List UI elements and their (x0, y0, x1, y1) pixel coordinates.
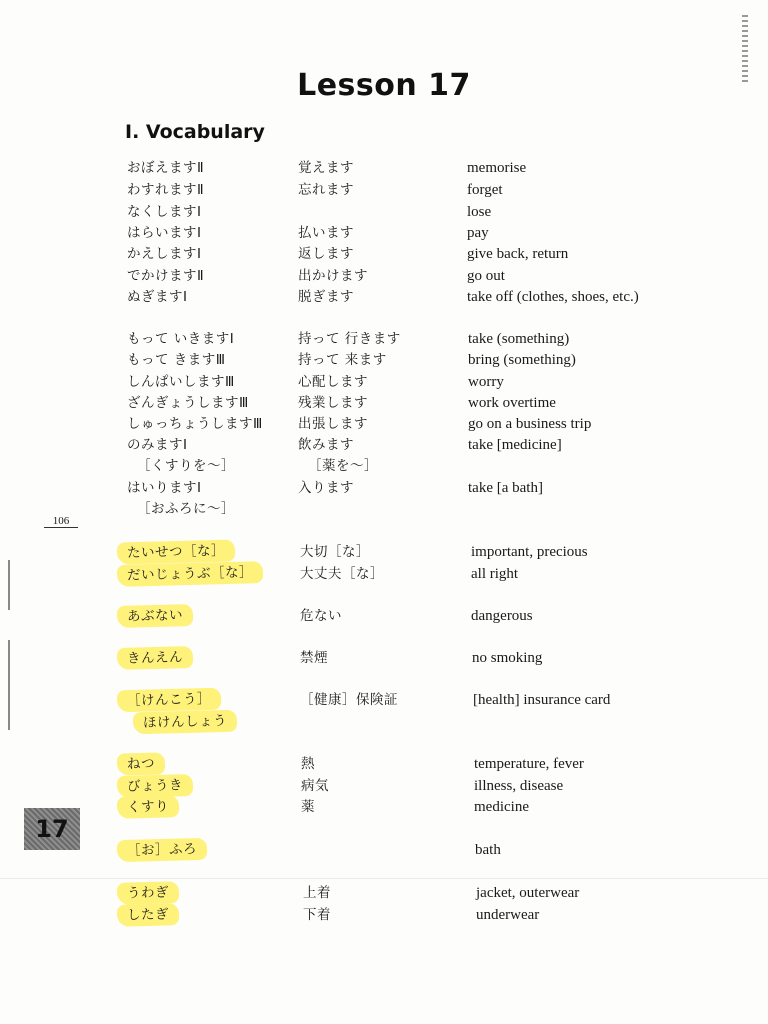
vocab-kanji: ［薬を～］ (308, 458, 378, 474)
vocab-row (0, 711, 768, 733)
vocab-row (0, 796, 768, 818)
vocab-kanji: 危ない (300, 608, 342, 624)
vocab-kanji: 忘れます (298, 182, 354, 198)
page-fold-line (0, 878, 768, 879)
vocab-row (0, 904, 768, 926)
vocab-row (0, 647, 768, 669)
vocab-kana-wrap (127, 605, 193, 627)
vocab-kana-wrap (127, 647, 193, 669)
vocab-kanji: 上着 (303, 885, 331, 901)
vocab-kana: ［くすりを～］ (137, 458, 235, 474)
vocab-kana: あぶない (117, 604, 194, 628)
vocab-english: go out (467, 268, 505, 284)
vocab-english: bring (something) (468, 352, 576, 368)
vocab-kana: でかけますⅡ (127, 268, 205, 284)
vocab-english: illness, disease (474, 778, 564, 794)
vocab-kana: もって きますⅢ (127, 352, 226, 368)
vocab-kanji: 払います (298, 225, 354, 241)
vocab-kanji: 病気 (301, 778, 329, 794)
vocab-row (0, 157, 768, 179)
vocab-row (0, 243, 768, 265)
vocab-row (0, 775, 768, 797)
vocab-kana: びょうき (117, 774, 194, 798)
vocab-english: go on a business trip (468, 416, 592, 432)
vocab-english: all right (471, 566, 519, 582)
vocab-english: [health] insurance card (473, 692, 611, 708)
vocab-english: take [medicine] (468, 437, 562, 453)
vocab-english: give back, return (467, 246, 569, 262)
vocab-row (0, 563, 768, 585)
vocab-kana-wrap (143, 711, 237, 733)
vocab-row (0, 753, 768, 775)
vocab-kanji: 出かけます (298, 268, 368, 284)
vocab-kana-wrap (127, 775, 193, 797)
vocab-kana-wrap (127, 904, 179, 926)
chapter-tab: 17 (24, 808, 80, 850)
vocab-row (0, 434, 768, 456)
vocab-kanji: 出張します (298, 416, 368, 432)
vocab-kana: のみますⅠ (127, 437, 188, 453)
vocab-english: jacket, outerwear (476, 885, 580, 901)
vocab-kana: なくしますⅠ (127, 204, 202, 220)
vocab-row (0, 371, 768, 393)
vocab-english: lose (467, 204, 492, 220)
vocab-english: dangerous (471, 608, 533, 624)
vocab-row (0, 455, 768, 477)
vocab-kana: うわぎ (117, 881, 180, 905)
vocab-row (0, 222, 768, 244)
vocab-kana: わすれますⅡ (127, 182, 205, 198)
vocab-kana: ［お］ふろ (117, 838, 208, 862)
vocab-row (0, 882, 768, 904)
scan-edge-artifact (742, 12, 748, 82)
vocab-kana: ［けんこう］ (117, 688, 222, 713)
vocab-kana-wrap (127, 753, 165, 775)
vocab-english: important, precious (471, 544, 588, 560)
vocab-row (0, 179, 768, 201)
vocab-english: forget (467, 182, 503, 198)
vocab-kana-wrap (127, 882, 179, 904)
vocab-row (0, 265, 768, 287)
vocab-row (0, 392, 768, 414)
vocab-row (0, 413, 768, 435)
vocab-kana: もって いきますⅠ (127, 331, 235, 347)
vocab-kanji: 入ります (298, 480, 354, 496)
vocab-kanji: 心配します (298, 374, 368, 390)
vocab-english: work overtime (468, 395, 556, 411)
section-heading: I. Vocabulary (125, 121, 265, 143)
vocab-kana: ざんぎょうしますⅢ (127, 395, 249, 411)
page-number: 106 (44, 515, 78, 528)
vocab-kana: はらいますⅠ (127, 225, 202, 241)
vocab-row (0, 498, 768, 520)
vocab-kana: はいりますⅠ (127, 480, 202, 496)
vocab-row (0, 477, 768, 499)
vocab-kana: ぬぎますⅠ (127, 289, 188, 305)
vocab-kanji: 薬 (301, 799, 315, 815)
vocab-kana-wrap (127, 563, 263, 585)
vocab-kanji: 脱ぎます (298, 289, 354, 305)
vocab-english: memorise (467, 160, 527, 176)
vocab-english: no smoking (472, 650, 543, 666)
vocab-row (0, 349, 768, 371)
vocab-kanji: 下着 (303, 907, 331, 923)
vocab-kana-wrap (127, 839, 207, 861)
vocab-kana: たいせつ［な］ (117, 539, 236, 564)
vocab-row (0, 286, 768, 308)
vocab-row (0, 328, 768, 350)
vocab-row (0, 839, 768, 861)
vocab-kanji: 残業します (298, 395, 368, 411)
vocab-kana: ねつ (117, 752, 166, 775)
vocab-kana: かえしますⅠ (127, 246, 202, 262)
vocab-english: bath (475, 842, 501, 858)
vocab-kanji: 禁煙 (300, 650, 328, 666)
vocab-kana-wrap (127, 796, 179, 818)
vocab-kana: ［おふろに～］ (137, 501, 235, 517)
vocab-kana: ほけんしょう (133, 710, 238, 735)
vocab-kanji: 返します (298, 246, 354, 262)
vocab-kana-wrap (127, 689, 221, 711)
vocab-english: worry (468, 374, 504, 390)
vocab-kanji: 持って 行きます (298, 331, 401, 347)
vocab-row (0, 541, 768, 563)
vocab-kana: しゅっちょうしますⅢ (127, 416, 263, 432)
vocab-kanji: ［健康］保険証 (300, 692, 398, 708)
vocab-kana: くすり (117, 795, 180, 819)
vocab-kana-wrap (127, 541, 235, 563)
vocab-kanji: 熱 (301, 756, 315, 772)
vocab-english: medicine (474, 799, 529, 815)
vocab-english: take [a bath] (468, 480, 543, 496)
vocab-row (0, 201, 768, 223)
vocab-kana: きんえん (117, 646, 194, 670)
vocab-kanji: 持って 来ます (298, 352, 387, 368)
vocab-english: underwear (476, 907, 540, 923)
vocab-english: take (something) (468, 331, 570, 347)
vocab-row (0, 605, 768, 627)
vocab-english: pay (467, 225, 489, 241)
vocab-english: temperature, fever (474, 756, 584, 772)
vocab-kanji: 飲みます (298, 437, 354, 453)
vocab-kana: だいじょうぶ［な］ (117, 561, 264, 587)
page-title: Lesson 17 (297, 68, 471, 103)
vocab-kana: しんぱいしますⅢ (127, 374, 235, 390)
vocab-kana: おぼえますⅡ (127, 160, 205, 176)
vocab-kana: したぎ (117, 903, 180, 927)
vocab-kanji: 覚えます (298, 160, 354, 176)
vocab-kanji: 大切［な］ (300, 544, 370, 560)
vocab-english: take off (clothes, shoes, etc.) (467, 289, 639, 305)
vocab-kanji: 大丈夫［な］ (300, 566, 384, 582)
vocab-row (0, 689, 768, 711)
